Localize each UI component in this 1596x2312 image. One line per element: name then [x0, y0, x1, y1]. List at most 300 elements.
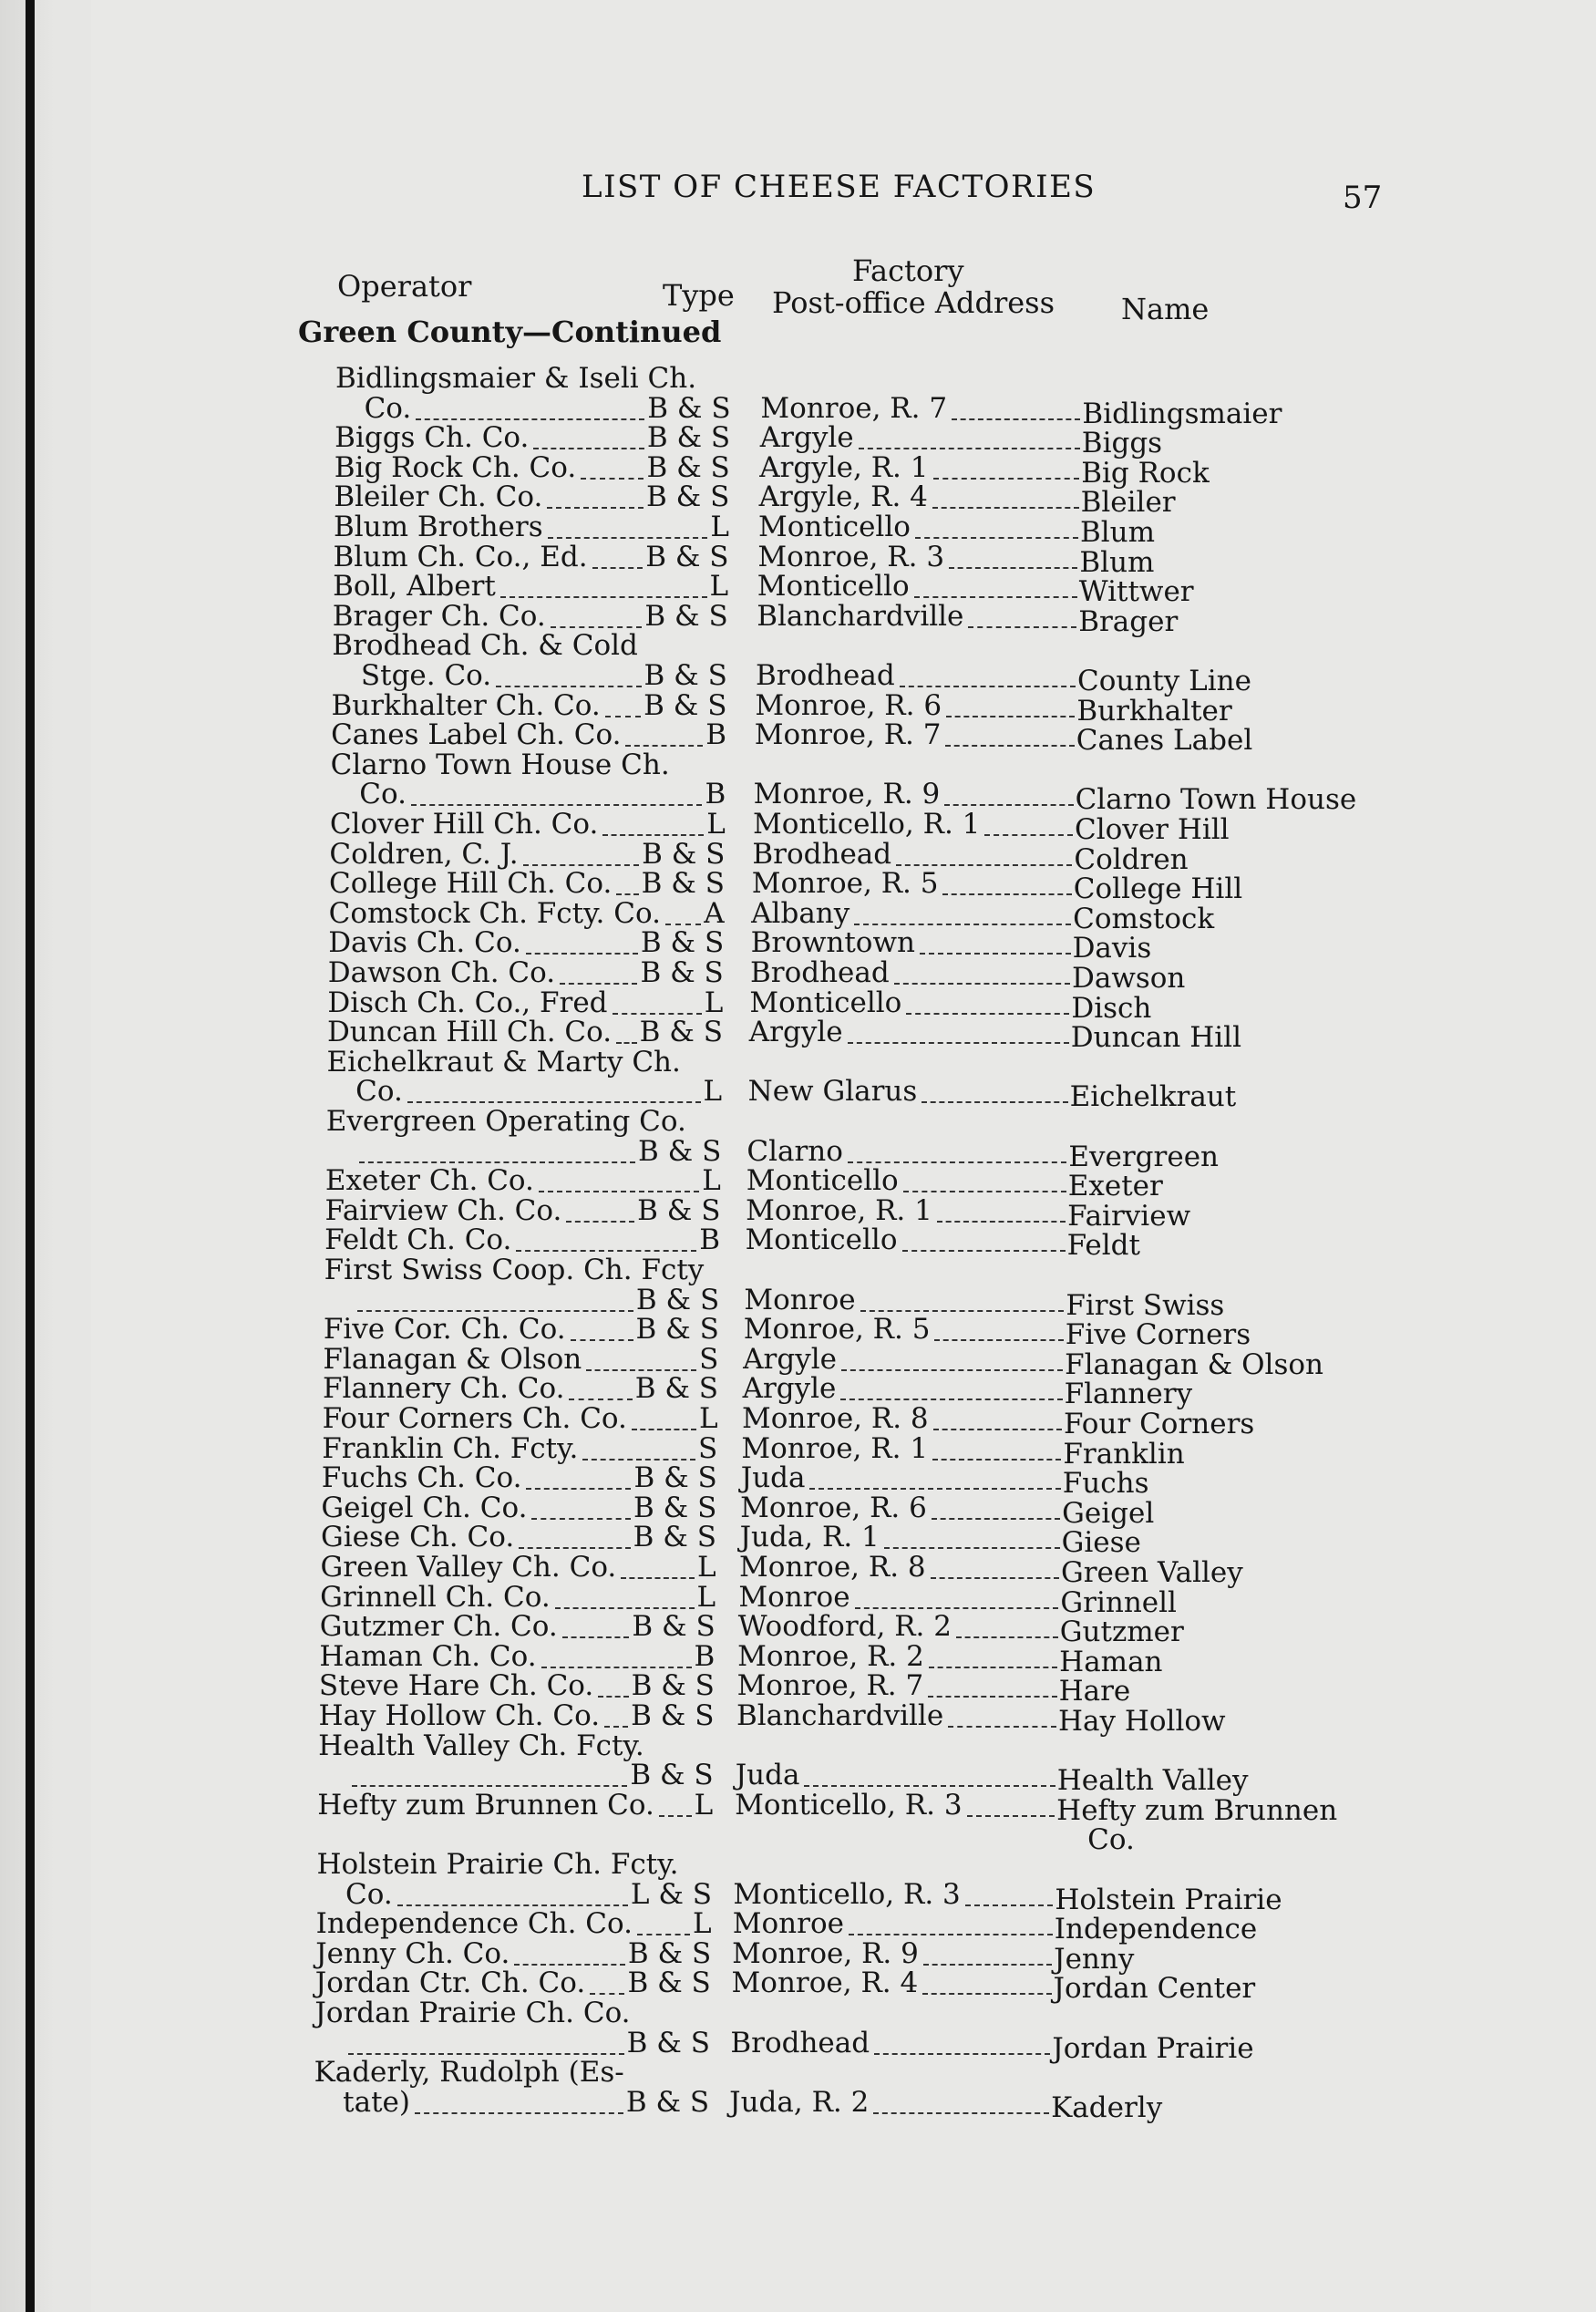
dot-leader [416, 418, 644, 420]
dot-leader [397, 1904, 628, 1906]
dot-leader [516, 1250, 696, 1252]
factory-name: Davis [1072, 932, 1152, 965]
dot-leader [952, 418, 1080, 420]
page-number: 57 [1343, 180, 1383, 216]
dot-leader [496, 686, 641, 687]
dot-leader [625, 745, 703, 747]
operator-name: Hay Hollow Ch. Co. [318, 1699, 601, 1732]
dot-leader [945, 745, 1074, 747]
operator-name: Kaderly, Rudolph (Es- [314, 2056, 624, 2090]
factory-name: Flanagan & Olson [1065, 1347, 1323, 1381]
column-header-type: Type [663, 278, 735, 313]
operator-name: Co. [359, 778, 407, 811]
factory-type: L [704, 986, 724, 1019]
factory-type: S [697, 1431, 718, 1465]
post-office-address: Monticello, R. 3 [735, 1788, 963, 1822]
factory-type: B & S [633, 1461, 717, 1495]
factory-name: Coldren [1074, 842, 1189, 876]
dot-leader [923, 1964, 1052, 1966]
factory-type: B & S [641, 867, 725, 901]
factory-type: L [702, 1164, 721, 1198]
dot-leader [632, 1429, 696, 1430]
factory-type: B & S [640, 956, 724, 989]
operator-name: First Swiss Coop. Ch. Fcty [324, 1254, 705, 1286]
operator-name: Burkhalter Ch. Co. [331, 688, 601, 722]
operator-name: Disch Ch. Co., Fred [327, 986, 608, 1019]
dot-leader [915, 537, 1078, 539]
factory-type: B & S [633, 1521, 716, 1554]
factory-name: Burkhalter [1076, 694, 1232, 728]
dot-leader [809, 1488, 1060, 1490]
post-office-address: Juda, R. 1 [739, 1521, 880, 1554]
post-office-address: Juda, R. 2 [729, 2085, 870, 2119]
post-office-address: Monticello [757, 570, 910, 604]
post-office-address: Brodhead [749, 956, 890, 989]
dot-leader [984, 834, 1073, 836]
factory-type: L [706, 808, 726, 841]
factory-type: B & S [639, 1016, 723, 1049]
post-office-address: Monroe, R. 6 [740, 1491, 927, 1524]
dot-leader [523, 864, 639, 866]
factory-type: B & S [631, 1699, 715, 1732]
dot-leader [932, 1459, 1061, 1460]
dot-leader [539, 1191, 699, 1192]
factory-type: L [696, 1580, 716, 1614]
post-office-address: Monroe, R. 7 [736, 1669, 924, 1703]
dot-leader [605, 716, 641, 717]
factory-name: Four Corners [1063, 1408, 1255, 1440]
post-office-address: Juda [735, 1759, 800, 1792]
operator-name: Bidlingsmaier & Iseli Ch. [335, 362, 697, 395]
operator-name: Grinnell Ch. Co. [320, 1580, 551, 1614]
post-office-address: Monroe, R. 1 [741, 1431, 929, 1465]
factory-name: Hare [1058, 1675, 1131, 1708]
factory-name: Gutzmer [1059, 1615, 1184, 1649]
factory-type: S [699, 1342, 719, 1376]
factory-name: County Line [1076, 665, 1251, 697]
dot-leader [604, 1726, 628, 1728]
factory-name: Bleiler [1080, 486, 1176, 520]
post-office-address: Monroe, R. 4 [731, 1966, 919, 2000]
factory-type: B & S [646, 450, 730, 484]
factory-type: B & S [637, 1134, 722, 1168]
dot-leader [407, 1101, 701, 1103]
operator-name: Haman Ch. Co. [319, 1639, 537, 1673]
factory-type: B & S [644, 688, 727, 722]
dot-leader [920, 953, 1071, 955]
factory-name: Blum [1079, 516, 1156, 549]
dot-leader [569, 1399, 632, 1400]
operator-name: Exeter Ch. Co. [324, 1164, 534, 1198]
dot-leader [348, 2053, 624, 2055]
operator-name: Co. [355, 1075, 403, 1109]
dot-leader [914, 596, 1077, 598]
post-office-address: Monroe, R. 5 [743, 1313, 931, 1347]
factory-name: Haman [1059, 1645, 1163, 1678]
dot-leader [849, 1934, 1053, 1935]
operator-name: Jordan Prairie Ch. Co. [314, 1997, 631, 2029]
post-office-address: Argyle [748, 1016, 843, 1049]
factory-type: B & S [635, 1313, 719, 1347]
operator-name: Steve Hare Ch. Co. [318, 1669, 594, 1703]
operator-name: tate) [343, 2085, 410, 2119]
dot-leader [902, 1250, 1066, 1252]
factory-name: Wittwer [1078, 575, 1194, 609]
operator-name: Eichelkraut & Marty Ch. [326, 1045, 681, 1079]
factory-name: Duncan Hill [1070, 1021, 1242, 1055]
factory-name: Clarno Town House [1075, 783, 1357, 817]
dot-leader [933, 1429, 1062, 1430]
post-office-address: Monticello, R. 1 [752, 808, 981, 841]
dot-leader [854, 924, 1071, 925]
operator-name: Four Corners Ch. Co. [322, 1402, 627, 1435]
factory-type: B & S [642, 837, 726, 871]
dot-leader [547, 507, 644, 509]
factory-name: Green Valley [1060, 1556, 1243, 1589]
dot-leader [571, 1339, 633, 1341]
dot-leader [896, 864, 1072, 866]
factory-name: Eichelkraut [1069, 1080, 1237, 1114]
factory-type: B & S [633, 1491, 717, 1524]
dot-leader [533, 448, 644, 449]
dot-leader [665, 924, 701, 925]
dot-leader [519, 1547, 630, 1549]
factory-name: Hay Hollow [1057, 1705, 1226, 1738]
factory-type: B [699, 1223, 721, 1257]
operator-name: Fuchs Ch. Co. [321, 1461, 522, 1495]
factory-type: L & S [630, 1877, 713, 1911]
factory-type: B & S [634, 1372, 719, 1406]
factory-name: Fuchs [1062, 1467, 1149, 1501]
dot-leader [929, 1667, 1057, 1668]
operator-name: Bleiler Ch. Co. [334, 480, 543, 514]
factory-name: Biggs [1081, 427, 1163, 460]
post-office-address: Monroe, R. 8 [738, 1551, 926, 1584]
factory-name: Holstein Prairie [1055, 1883, 1282, 1916]
dot-leader [586, 1369, 696, 1371]
post-office-address: Argyle, R. 1 [759, 450, 929, 484]
dot-leader [922, 1101, 1067, 1103]
operator-name: Blum Ch. Co., Ed. [333, 540, 588, 573]
factory-type: B [694, 1639, 716, 1673]
factory-type: L [694, 1788, 714, 1822]
factory-name: Health Valley [1056, 1764, 1249, 1798]
dot-leader [531, 1518, 631, 1520]
operator-name: Brodhead Ch. & Cold [332, 629, 638, 663]
factory-type: B & S [627, 1966, 711, 2000]
dot-leader [560, 983, 637, 985]
factory-name: Bidlingsmaier [1082, 397, 1282, 430]
dot-leader [928, 1696, 1056, 1698]
post-office-address: Blanchardville [757, 599, 964, 633]
dot-leader [884, 1547, 1060, 1549]
column-header-name: Name [1121, 292, 1210, 326]
operator-name: Co. [364, 391, 412, 425]
factory-type: B & S [644, 599, 728, 633]
factory-name: Brager [1078, 604, 1179, 638]
operator-name: Evergreen Operating Co. [325, 1105, 686, 1138]
dot-leader [931, 1577, 1059, 1579]
factory-name: Independence [1054, 1913, 1258, 1946]
dot-leader [848, 1042, 1069, 1044]
dot-leader [873, 2112, 1049, 2114]
operator-name: Gutzmer Ch. Co. [319, 1610, 558, 1644]
factory-name: Evergreen [1068, 1140, 1220, 1173]
column-header-operator: Operator [337, 269, 472, 304]
post-office-address: Monroe, R. 1 [746, 1193, 932, 1227]
dot-leader [894, 983, 1070, 985]
factory-type: L [693, 1907, 712, 1941]
dot-leader [942, 893, 1071, 895]
factory-type: L [696, 1551, 716, 1584]
factory-name: Giese [1061, 1526, 1141, 1560]
dot-leader [616, 893, 638, 895]
post-office-address: Monroe, R. 9 [753, 778, 941, 811]
post-office-address: Monroe, R. 8 [741, 1402, 929, 1435]
factory-name: First Swiss [1066, 1288, 1225, 1322]
dot-leader [590, 1993, 624, 1995]
binding-edge [26, 0, 35, 2312]
dot-leader [946, 716, 1075, 717]
operator-name: Davis Ch. Co. [328, 926, 521, 960]
dot-leader [616, 1042, 637, 1044]
factory-type: B & S [627, 1936, 712, 1970]
operator-name: Fairview Ch. Co. [324, 1193, 562, 1227]
factory-type: B & S [637, 1193, 721, 1227]
factory-name: Jordan Prairie [1052, 2031, 1254, 2065]
post-office-address: Monroe, R. 6 [755, 688, 942, 722]
factory-type: L [709, 570, 729, 604]
dot-leader [848, 1161, 1066, 1163]
dot-leader [944, 804, 1073, 806]
dot-leader [900, 686, 1076, 687]
post-office-address: Brodhead [752, 837, 892, 871]
operator-name: Clover Hill Ch. Co. [329, 808, 599, 841]
factory-type: B & S [644, 659, 727, 692]
dot-leader [804, 1785, 1055, 1787]
dot-leader [562, 1636, 630, 1638]
factory-name: Franklin [1063, 1437, 1185, 1471]
dot-leader [903, 1191, 1066, 1192]
factory-type: A [704, 896, 725, 930]
dot-leader [659, 1815, 692, 1817]
column-header-address: Post-office Address [772, 285, 1055, 320]
operator-name: Flannery Ch. Co. [323, 1372, 565, 1406]
post-office-address: Juda [740, 1461, 806, 1495]
post-office-address: Monroe, R. 2 [737, 1639, 924, 1673]
dot-leader [548, 537, 708, 539]
dot-leader [932, 507, 1079, 509]
factory-name: Clover Hill [1074, 813, 1230, 846]
dot-leader [359, 1161, 635, 1163]
page-gutter [0, 0, 91, 2312]
dot-leader [841, 1369, 1063, 1371]
post-office-address: Albany [751, 896, 850, 930]
dot-leader [555, 1607, 695, 1609]
post-office-address: Argyle [743, 1342, 837, 1376]
factory-name: College Hill [1073, 872, 1243, 906]
factory-name: Hefty zum Brunnen [1056, 1793, 1338, 1827]
dot-leader [933, 478, 1080, 480]
dot-leader [859, 448, 1080, 449]
factory-name: Comstock [1073, 902, 1215, 935]
dot-leader [514, 1964, 625, 1966]
dot-leader [956, 1636, 1058, 1638]
post-office-address: Monticello [746, 1164, 899, 1198]
dot-leader [500, 596, 707, 598]
factory-name: Feldt [1066, 1229, 1140, 1263]
factory-name: Exeter [1067, 1170, 1163, 1203]
factory-name: Flannery [1064, 1378, 1193, 1411]
dot-leader [934, 1339, 1063, 1341]
post-office-address: Monroe [732, 1907, 844, 1941]
operator-name: College Hill Ch. Co. [329, 867, 613, 901]
dot-leader [551, 626, 643, 628]
dot-leader [855, 1607, 1059, 1609]
factory-name: Geigel [1062, 1496, 1155, 1530]
post-office-address: Argyle, R. 4 [758, 480, 928, 514]
dot-leader [937, 1221, 1066, 1223]
factory-type: B & S [635, 1283, 720, 1316]
operator-name: Five Cor. Ch. Co. [323, 1313, 566, 1347]
operator-name: Holstein Prairie Ch. Fcty. [316, 1848, 679, 1881]
dot-leader [968, 626, 1076, 628]
operator-name: Blum Brothers [333, 511, 543, 543]
operator-name: Geigel Ch. Co. [321, 1491, 528, 1524]
operator-name: Comstock Ch. Fcty. Co. [328, 896, 661, 930]
post-office-address: Monroe [744, 1283, 856, 1316]
factory-type: B [705, 778, 726, 811]
factory-name: Dawson [1071, 962, 1186, 995]
factory-name: Kaderly [1051, 2090, 1163, 2124]
post-office-address: Monroe, R. 9 [732, 1936, 919, 1970]
post-office-address: Monroe [738, 1580, 850, 1614]
dot-leader [949, 567, 1077, 569]
post-office-address: Monroe, R. 5 [751, 867, 939, 901]
factory-name: Jordan Center [1053, 1972, 1256, 2006]
factory-type: L [710, 511, 729, 543]
dot-leader [965, 1904, 1054, 1906]
dot-leader [357, 1310, 633, 1312]
operator-name: Canes Label Ch. Co. [331, 718, 622, 752]
page-header [0, 169, 1596, 214]
dot-leader [840, 1399, 1062, 1400]
dot-leader [352, 1785, 628, 1787]
factory-type: B & S [632, 1610, 716, 1644]
post-office-address: Monroe, R. 7 [754, 718, 942, 752]
post-office-address: Monroe, R. 7 [760, 391, 948, 425]
factory-name: Co. [1087, 1823, 1135, 1857]
running-title: LIST OF CHEESE FACTORIES [582, 169, 1097, 205]
operator-name: Hefty zum Brunnen Co. [317, 1788, 654, 1822]
operator-name: Biggs Ch. Co. [335, 421, 530, 455]
factory-name: Big Rock [1081, 456, 1210, 490]
dot-leader [566, 1221, 634, 1223]
factory-name: Grinnell [1060, 1585, 1177, 1619]
factory-type: B & S [645, 540, 729, 573]
factory-type: L [703, 1075, 723, 1109]
operator-name: Green Valley Ch. Co. [320, 1551, 617, 1584]
dot-leader [613, 1013, 702, 1015]
factory-type: B & S [640, 926, 725, 960]
dot-leader [906, 1013, 1069, 1015]
dot-leader [582, 1459, 695, 1460]
factory-name: Fairview [1067, 1199, 1191, 1233]
operator-name: Coldren, C. J. [329, 837, 519, 871]
factory-type: B [705, 718, 727, 752]
dot-leader [598, 1696, 628, 1698]
post-office-address: Woodford, R. 2 [737, 1610, 952, 1644]
operator-name: Franklin Ch. Fcty. [322, 1431, 579, 1465]
factory-type: B & S [647, 391, 731, 425]
post-office-address: Brodhead [755, 659, 895, 692]
post-office-address: Monroe, R. 3 [757, 540, 945, 573]
column-header-factory: Factory [852, 253, 964, 288]
factory-name: Five Corners [1065, 1318, 1251, 1352]
factory-type: B & S [646, 480, 730, 514]
operator-name: Duncan Hill Ch. Co. [326, 1016, 613, 1049]
operator-name: Boll, Albert [333, 570, 496, 604]
post-office-address: New Glarus [747, 1075, 918, 1109]
post-office-address: Blanchardville [736, 1699, 944, 1732]
operator-name: Stge. Co. [360, 659, 492, 692]
operator-name: Giese Ch. Co. [320, 1521, 515, 1554]
factory-type: B & S [625, 2085, 710, 2119]
dot-leader [922, 1993, 1051, 1995]
operator-name: Jenny Ch. Co. [315, 1936, 510, 1970]
dot-leader [932, 1518, 1060, 1520]
factory-type: B & S [630, 1759, 714, 1792]
dot-leader [948, 1726, 1056, 1728]
operator-name: Dawson Ch. Co. [327, 956, 556, 989]
operator-name: Flanagan & Olson [323, 1342, 582, 1376]
post-office-address: Monticello [749, 986, 902, 1019]
factory-name: Blum [1079, 545, 1155, 579]
post-office-address: Clarno [747, 1134, 843, 1168]
dot-leader [592, 567, 644, 569]
dot-leader [860, 1310, 1065, 1312]
factory-name: Canes Label [1076, 724, 1253, 758]
operator-name: Big Rock Ch. Co. [334, 450, 577, 484]
post-office-address: Monticello, R. 3 [733, 1877, 961, 1911]
factory-name: Jenny [1054, 1942, 1135, 1976]
dot-leader [541, 1667, 692, 1668]
post-office-address: Monticello [757, 511, 911, 543]
dot-leader [967, 1815, 1055, 1817]
dot-leader [415, 2112, 623, 2114]
post-office-address: Brodhead [730, 2026, 870, 2059]
operator-name: Co. [345, 1877, 393, 1911]
section-title: Green County—Continued [298, 315, 722, 349]
operator-name: Jordan Ctr. Ch. Co. [314, 1966, 586, 2000]
post-office-address: Monticello [745, 1223, 898, 1257]
dot-leader [526, 1488, 631, 1490]
operator-name: Brager Ch. Co. [332, 599, 546, 633]
dot-leader [581, 478, 644, 480]
factory-name: Disch [1071, 991, 1152, 1025]
operator-name: Health Valley Ch. Fcty. [318, 1729, 644, 1762]
dot-leader [526, 953, 638, 955]
dot-leader [874, 2053, 1050, 2055]
factory-type: B & S [646, 421, 731, 455]
dot-leader [637, 1934, 690, 1935]
operator-name: Clarno Town House Ch. [330, 748, 670, 781]
post-office-address: Argyle [759, 421, 854, 455]
factory-type: B & S [626, 2026, 710, 2059]
dot-leader [602, 834, 704, 836]
dot-leader [411, 804, 703, 806]
post-office-address: Browntown [750, 926, 915, 960]
